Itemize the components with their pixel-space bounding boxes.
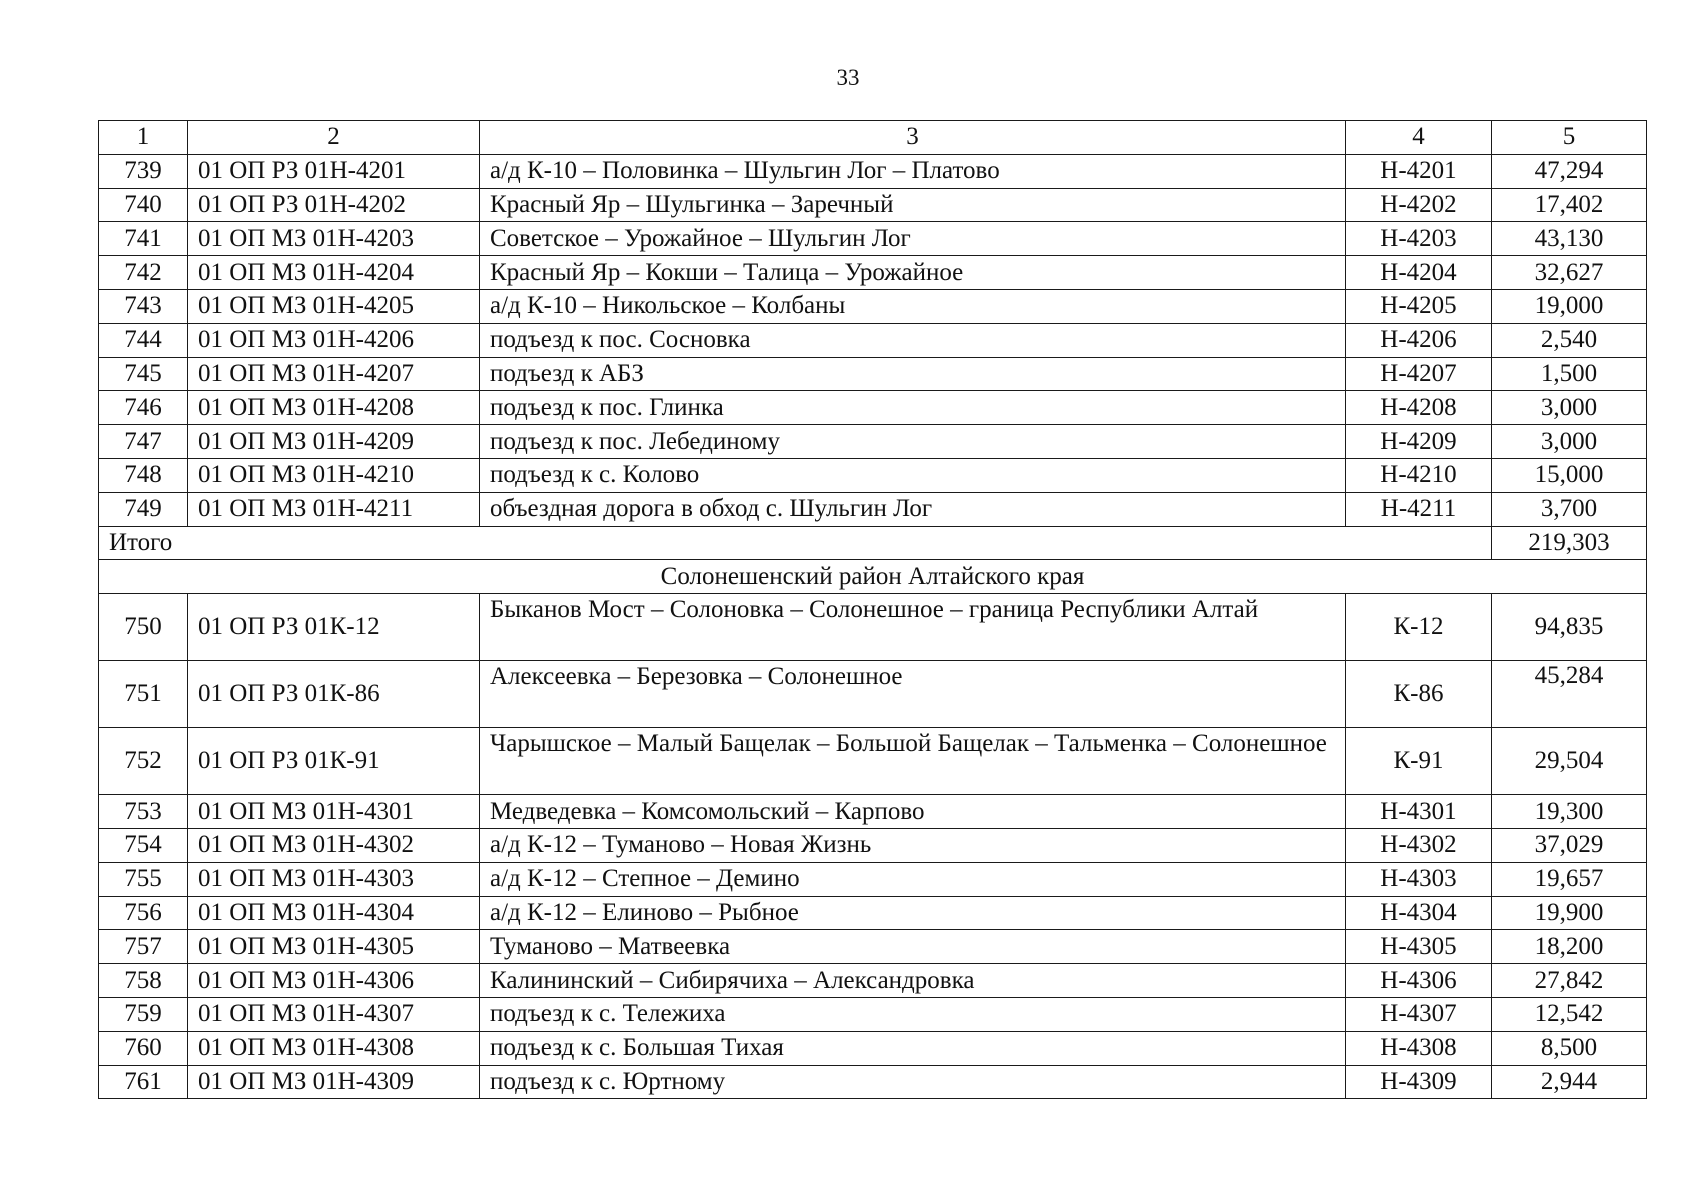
road-code: Н-4306 bbox=[1346, 964, 1492, 998]
road-length: 45,284 bbox=[1492, 661, 1647, 728]
road-id: 01 ОП МЗ 01Н-4211 bbox=[188, 492, 480, 526]
road-code: Н-4304 bbox=[1346, 896, 1492, 930]
total-label: Итого bbox=[99, 526, 1492, 560]
road-name: подъезд к пос. Лебединому bbox=[480, 425, 1346, 459]
road-length: 1,500 bbox=[1492, 357, 1647, 391]
road-name: а/д К-10 – Никольское – Колбаны bbox=[480, 289, 1346, 323]
road-id: 01 ОП МЗ 01Н-4203 bbox=[188, 222, 480, 256]
column-header: 4 bbox=[1346, 121, 1492, 155]
road-id: 01 ОП МЗ 01Н-4205 bbox=[188, 289, 480, 323]
road-id: 01 ОП МЗ 01Н-4304 bbox=[188, 896, 480, 930]
road-name: подъезд к пос. Сосновка bbox=[480, 323, 1346, 357]
road-code: Н-4208 bbox=[1346, 391, 1492, 425]
road-id: 01 ОП МЗ 01Н-4210 bbox=[188, 458, 480, 492]
road-name: Красный Яр – Шульгинка – Заречный bbox=[480, 188, 1346, 222]
total-value: 219,303 bbox=[1492, 526, 1647, 560]
row-number: 755 bbox=[99, 862, 188, 896]
road-id: 01 ОП РЗ 01К-91 bbox=[188, 728, 480, 795]
road-length: 19,000 bbox=[1492, 289, 1647, 323]
table-row bbox=[99, 964, 1647, 998]
road-id: 01 ОП МЗ 01Н-4207 bbox=[188, 357, 480, 391]
table-row bbox=[99, 828, 1647, 862]
row-number: 742 bbox=[99, 256, 188, 290]
road-length: 17,402 bbox=[1492, 188, 1647, 222]
table-row bbox=[99, 896, 1647, 930]
row-number: 756 bbox=[99, 896, 188, 930]
road-code: Н-4302 bbox=[1346, 828, 1492, 862]
table-row bbox=[99, 289, 1647, 323]
table-row bbox=[99, 222, 1647, 256]
road-name: подъезд к с. Юртному bbox=[480, 1065, 1346, 1099]
row-number: 752 bbox=[99, 728, 188, 795]
row-number: 741 bbox=[99, 222, 188, 256]
road-length: 19,900 bbox=[1492, 896, 1647, 930]
road-code: Н-4203 bbox=[1346, 222, 1492, 256]
road-name: а/д К-12 – Туманово – Новая Жизнь bbox=[480, 828, 1346, 862]
table-row bbox=[99, 594, 1647, 661]
road-code: К-86 bbox=[1346, 661, 1492, 728]
road-length: 43,130 bbox=[1492, 222, 1647, 256]
row-number: 747 bbox=[99, 425, 188, 459]
road-id: 01 ОП МЗ 01Н-4204 bbox=[188, 256, 480, 290]
table-row bbox=[99, 997, 1647, 1031]
road-length: 19,300 bbox=[1492, 795, 1647, 829]
road-name: подъезд к с. Колово bbox=[480, 458, 1346, 492]
section-title: Солонешенский район Алтайского края bbox=[99, 560, 1647, 594]
road-code: Н-4307 bbox=[1346, 997, 1492, 1031]
road-name: Медведевка – Комсомольский – Карпово bbox=[480, 795, 1346, 829]
road-name: подъезд к с. Тележиха bbox=[480, 997, 1346, 1031]
road-length: 94,835 bbox=[1492, 594, 1647, 661]
column-header: 1 bbox=[99, 121, 188, 155]
road-id: 01 ОП МЗ 01Н-4305 bbox=[188, 930, 480, 964]
road-code: Н-4205 bbox=[1346, 289, 1492, 323]
road-id: 01 ОП МЗ 01Н-4303 bbox=[188, 862, 480, 896]
row-number: 739 bbox=[99, 154, 188, 188]
road-name: подъезд к АБЗ bbox=[480, 357, 1346, 391]
table-header-row bbox=[99, 121, 1647, 155]
road-id: 01 ОП МЗ 01Н-4306 bbox=[188, 964, 480, 998]
row-number: 750 bbox=[99, 594, 188, 661]
table-row bbox=[99, 323, 1647, 357]
road-name: а/д К-10 – Половинка – Шульгин Лог – Платово bbox=[480, 154, 1346, 188]
table-row bbox=[99, 391, 1647, 425]
road-id: 01 ОП МЗ 01Н-4308 bbox=[188, 1031, 480, 1065]
road-length: 37,029 bbox=[1492, 828, 1647, 862]
road-registry-table bbox=[98, 120, 1647, 1099]
table-row bbox=[99, 795, 1647, 829]
road-code: Н-4202 bbox=[1346, 188, 1492, 222]
road-id: 01 ОП МЗ 01Н-4307 bbox=[188, 997, 480, 1031]
road-name: Красный Яр – Кокши – Талица – Урожайное bbox=[480, 256, 1346, 290]
row-number: 761 bbox=[99, 1065, 188, 1099]
table-row bbox=[99, 154, 1647, 188]
road-code: Н-4303 bbox=[1346, 862, 1492, 896]
road-code: Н-4210 bbox=[1346, 458, 1492, 492]
road-length: 2,944 bbox=[1492, 1065, 1647, 1099]
road-name: Советское – Урожайное – Шульгин Лог bbox=[480, 222, 1346, 256]
road-name: Туманово – Матвеевка bbox=[480, 930, 1346, 964]
road-code: Н-4305 bbox=[1346, 930, 1492, 964]
road-name: объездная дорога в обход с. Шульгин Лог bbox=[480, 492, 1346, 526]
road-length: 47,294 bbox=[1492, 154, 1647, 188]
row-number: 746 bbox=[99, 391, 188, 425]
table-row bbox=[99, 188, 1647, 222]
road-length: 3,000 bbox=[1492, 391, 1647, 425]
road-id: 01 ОП МЗ 01Н-4302 bbox=[188, 828, 480, 862]
road-name: Быканов Мост – Солоновка – Солонешное – граница Республики Алтай bbox=[480, 594, 1346, 661]
road-id: 01 ОП РЗ 01Н-4202 bbox=[188, 188, 480, 222]
road-length: 12,542 bbox=[1492, 997, 1647, 1031]
row-number: 744 bbox=[99, 323, 188, 357]
road-name: а/д К-12 – Степное – Демино bbox=[480, 862, 1346, 896]
page-number: 33 bbox=[836, 65, 860, 90]
road-length: 2,540 bbox=[1492, 323, 1647, 357]
road-name: подъезд к пос. Глинка bbox=[480, 391, 1346, 425]
road-id: 01 ОП МЗ 01Н-4206 bbox=[188, 323, 480, 357]
total-row bbox=[99, 526, 1647, 560]
row-number: 760 bbox=[99, 1031, 188, 1065]
road-id: 01 ОП РЗ 01Н-4201 bbox=[188, 154, 480, 188]
road-length: 15,000 bbox=[1492, 458, 1647, 492]
road-id: 01 ОП РЗ 01К-12 bbox=[188, 594, 480, 661]
table-row bbox=[99, 930, 1647, 964]
table-row bbox=[99, 256, 1647, 290]
road-length: 19,657 bbox=[1492, 862, 1647, 896]
road-code: Н-4301 bbox=[1346, 795, 1492, 829]
row-number: 758 bbox=[99, 964, 188, 998]
road-code: К-91 bbox=[1346, 728, 1492, 795]
road-name: Калининский – Сибирячиха – Александровка bbox=[480, 964, 1346, 998]
road-code: Н-4207 bbox=[1346, 357, 1492, 391]
road-code: Н-4201 bbox=[1346, 154, 1492, 188]
road-length: 3,000 bbox=[1492, 425, 1647, 459]
table-row bbox=[99, 425, 1647, 459]
road-id: 01 ОП МЗ 01Н-4301 bbox=[188, 795, 480, 829]
road-id: 01 ОП МЗ 01Н-4209 bbox=[188, 425, 480, 459]
road-id: 01 ОП МЗ 01Н-4309 bbox=[188, 1065, 480, 1099]
road-id: 01 ОП РЗ 01К-86 bbox=[188, 661, 480, 728]
road-name: Чарышское – Малый Бащелак – Большой Бащелак – Тальменка – Солонешное bbox=[480, 728, 1346, 795]
row-number: 749 bbox=[99, 492, 188, 526]
table-row bbox=[99, 357, 1647, 391]
row-number: 757 bbox=[99, 930, 188, 964]
table-row bbox=[99, 728, 1647, 795]
row-number: 748 bbox=[99, 458, 188, 492]
road-length: 29,504 bbox=[1492, 728, 1647, 795]
section-row bbox=[99, 560, 1647, 594]
road-code: Н-4211 bbox=[1346, 492, 1492, 526]
road-code: Н-4309 bbox=[1346, 1065, 1492, 1099]
row-number: 740 bbox=[99, 188, 188, 222]
road-code: Н-4209 bbox=[1346, 425, 1492, 459]
row-number: 753 bbox=[99, 795, 188, 829]
road-id: 01 ОП МЗ 01Н-4208 bbox=[188, 391, 480, 425]
road-code: Н-4204 bbox=[1346, 256, 1492, 290]
table-row bbox=[99, 458, 1647, 492]
road-length: 3,700 bbox=[1492, 492, 1647, 526]
road-name: а/д К-12 – Елиново – Рыбное bbox=[480, 896, 1346, 930]
column-header: 2 bbox=[188, 121, 480, 155]
column-header: 5 bbox=[1492, 121, 1647, 155]
road-length: 32,627 bbox=[1492, 256, 1647, 290]
road-name: подъезд к с. Большая Тихая bbox=[480, 1031, 1346, 1065]
table-row bbox=[99, 1065, 1647, 1099]
table-row bbox=[99, 862, 1647, 896]
road-code: Н-4308 bbox=[1346, 1031, 1492, 1065]
road-code: Н-4206 bbox=[1346, 323, 1492, 357]
road-length: 27,842 bbox=[1492, 964, 1647, 998]
road-code: К-12 bbox=[1346, 594, 1492, 661]
table-row bbox=[99, 661, 1647, 728]
road-name: Алексеевка – Березовка – Солонешное bbox=[480, 661, 1346, 728]
row-number: 745 bbox=[99, 357, 188, 391]
row-number: 751 bbox=[99, 661, 188, 728]
table-row bbox=[99, 492, 1647, 526]
column-header: 3 bbox=[480, 121, 1346, 155]
road-length: 8,500 bbox=[1492, 1031, 1647, 1065]
road-length: 18,200 bbox=[1492, 930, 1647, 964]
row-number: 754 bbox=[99, 828, 188, 862]
row-number: 743 bbox=[99, 289, 188, 323]
row-number: 759 bbox=[99, 997, 188, 1031]
table-row bbox=[99, 1031, 1647, 1065]
